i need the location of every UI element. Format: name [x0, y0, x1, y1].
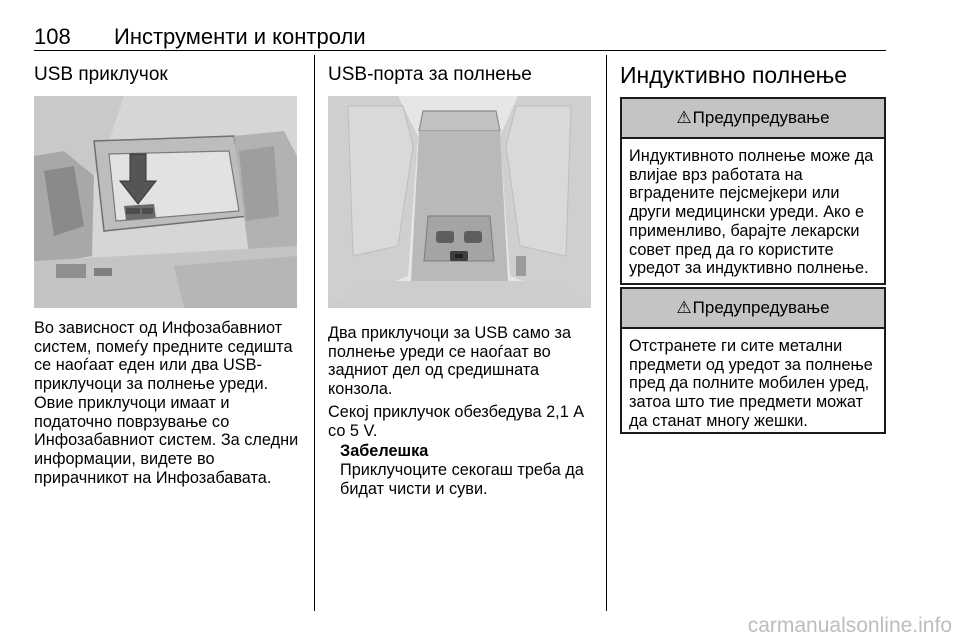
text-line: пред да полните мобилен уред,: [629, 374, 870, 393]
rear-console-usb-photo: [328, 96, 591, 308]
text-line: со 5 V.: [328, 421, 378, 440]
text-line: систем, помеѓу предните седишта: [34, 337, 293, 356]
inductive-charging-heading: Индуктивно полнење: [620, 62, 848, 88]
text-line: предмети од уредот за полнење: [629, 355, 873, 374]
text-line: Отстранете ги сите метални: [629, 337, 843, 355]
usb-charging-port-text: [328, 324, 604, 399]
text-line: прирачникот на Инфозабавата.: [34, 468, 272, 487]
text-line: совет пред да го користите: [629, 240, 834, 259]
text-line: Овие приклучоци имаат и: [34, 393, 230, 412]
text-line: влијае врз работата на: [629, 165, 803, 184]
text-line: Приклучоците секогаш треба да: [340, 461, 584, 479]
page-number: 108: [34, 24, 71, 49]
note-text: [340, 461, 602, 498]
text-line: Инфозабавниот систем. За следни: [34, 431, 299, 450]
text-line: се наоѓаат еден или два USB-: [34, 356, 262, 375]
warning-header: [622, 99, 884, 139]
chapter-title: Инструменти и контроли: [114, 24, 366, 49]
warning-box-pacemaker: [620, 97, 886, 285]
text-line: Секој приклучок обезбедува 2,1 А: [328, 403, 585, 421]
text-line: вградените пејсмејкери или: [629, 184, 840, 203]
page-header: [34, 24, 886, 50]
text-line: конзола.: [328, 380, 393, 399]
text-line: да станат многу жешки.: [629, 411, 808, 430]
warning-triangle-icon: ⚠: [676, 298, 692, 317]
text-line: бидат чисти и суви.: [340, 479, 488, 498]
column-divider-2: [606, 55, 607, 611]
text-line: затоа што тие предмети можат: [629, 393, 864, 412]
warning-triangle-icon: ⚠: [676, 108, 692, 127]
warning-header: [622, 289, 884, 329]
usb-port-spec-text: [328, 403, 604, 440]
usb-socket-text: [34, 319, 310, 487]
text-line: Индуктивното полнење може да: [629, 147, 874, 165]
text-line: приклучоци за полнење уреди.: [34, 375, 269, 394]
text-line: применливо, барајте лекарски: [629, 221, 860, 240]
center-console-usb-photo: [34, 96, 297, 308]
note-heading: Забелешка: [340, 442, 429, 460]
text-line: податочно поврзување со: [34, 412, 230, 431]
text-line: полнење уреди се наоѓаат во: [328, 342, 551, 361]
column-divider-1: [314, 55, 315, 611]
warning-box-metal-objects: [620, 287, 886, 434]
text-line: Два приклучоци за USB само за: [328, 324, 571, 342]
text-line: уредот за индуктивно полнење.: [629, 259, 869, 278]
warning-text: [622, 329, 884, 431]
text-line: задниот дел од средишната: [328, 361, 540, 380]
header-rule: [34, 50, 886, 51]
warning-title: Предупредување: [692, 108, 830, 127]
usb-charging-port-heading: USB-порта за полнење: [328, 64, 532, 85]
warning-title: Предупредување: [692, 298, 830, 317]
text-line: информации, видете во: [34, 449, 215, 468]
warning-text: [622, 139, 884, 278]
text-line: други медицински уреди. Ако е: [629, 203, 864, 222]
usb-socket-heading: USB приклучок: [34, 64, 168, 85]
text-line: Во зависност од Инфозабавниот: [34, 319, 283, 337]
watermark: carmanualsonline.info: [747, 614, 952, 637]
